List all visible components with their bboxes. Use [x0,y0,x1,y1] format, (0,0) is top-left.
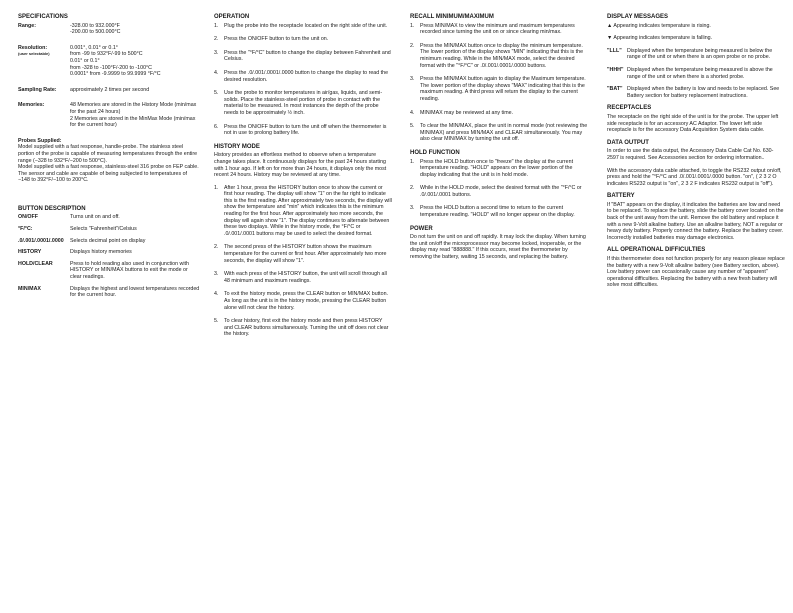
button-key: HISTORY [18,249,42,256]
step-text: Use the probe to monitor temperatures in air/gas, liquids, and semi-solids. Place the stainless-steel portion of probe in contact with the material to be measured. In most instances the depth of the probe needs to be approximately ½ inch. [224,90,383,116]
history-step [214,244,392,264]
power-text: Do not turn the unit on and off rapidly. It may lock the display. When turning the unit on/off the microprocessor may become locked, inoperable, or the display may read "888888." If this occurs, reset the thermometer by removing the battery, waiting 15 seconds, and replacing the battery. [410,234,586,261]
memories-line: 48 Memories are stored in the History Mode (min/max for the past 24 hours) [70,102,197,115]
memories-values [70,102,200,128]
step-text: With each press of the HISTORY button, the unit will scroll through all 48 minimum and maximum readings. [224,271,387,284]
step-number: 3. [214,271,219,278]
step-number: 1. [410,158,415,165]
button-row-onoff [18,214,200,221]
message-text: Displayed when the temperature being measured is below the range of the unit or when there is an open probe or no probe. [627,47,773,61]
power-heading: POWER [410,225,433,232]
recall-heading: RECALL MINIMUM/MAXIMUM [410,14,494,20]
display-messages-heading: DISPLAY MESSAGES [607,14,669,20]
column-recall [410,14,588,267]
range-line: -200.00 to 500.000°C [70,29,121,36]
message-text: Displayed when the battery is low and needs to be replaced. See Battery section for battery replacement instructions. [627,86,780,99]
battery-text: If "BAT" appears on the display, it indicates the batteries are low and need to be replaced. To replace the battery, slide the battery cover located on the back of the unit away from the unit. Remove the old battery and replace it with a new 9-Volt alkaline battery. Use an alkaline battery, NOT a regular or heavy duty battery. Properly connect the battery. Replace the battery cover. Incorrectly installed batteries may damage electronics. [607,201,784,241]
history-step [214,291,392,311]
operation-step [214,70,392,83]
range-values [70,23,200,36]
step-number: 4. [410,109,415,116]
step-number: 1. [214,184,219,191]
display-message-lll [607,48,785,61]
battery-heading: BATTERY [607,193,635,200]
operation-step [214,23,392,30]
step-number: 2. [214,36,219,43]
rising-message: ▲ Appearing indicates temperature is rising. [607,22,711,29]
step-text: To clear history, first exit the history mode and then press HISTORY and CLEAR buttons simultaneously. Turning the unit off does not clear the history. [224,318,389,338]
button-row-history [18,249,200,256]
button-desc: Selects decimal point on display [70,237,146,244]
recall-step [410,23,588,36]
display-message-bat [607,86,785,99]
step-number: 2. [410,185,415,192]
step-number: 3. [410,205,415,212]
history-step [214,185,392,238]
button-row-decimal [18,238,200,245]
message-code: "LLL" [607,47,622,54]
step-number: 3. [410,76,415,83]
difficulties-text: If this thermometer does not function properly for any reason please replace the battery with a new 9-Volt alkaline battery (see Battery section, above). Low battery power can occasionally cause any number of "apparent" operational difficulties. Replacing the battery with a new fresh battery will solve most difficulties. [607,256,785,289]
probes-text-2: Model supplied with a fast response, stainless-steel 316 probe on FEP cable. The sensor and cable are capable of being subjected to temperatures of −148 to 392°F/−100 to 200°C. [18,164,199,184]
step-text: Press the HOLD button once to "freeze" the display at the current temperature reading. "HOLD" appears on the lower portion of the display indicating that the unit is in hold mode. [420,158,574,178]
button-desc: Press to hold reading also used in conjunction with HISTORY or MIN/MAX buttons to exit the mode or clear readings. [70,260,189,281]
step-text: Press the MIN/MAX button once to display the minimum temperature. The lower portion of the display shows "MIN" indicating that this is the minimum reading. While in the MIN/MAX mode, select the desired format with the "°F/°C" or .0/.001/.0001/.0000 buttons. [420,42,584,69]
step-text: Press MIN/MAX to view the minimum and maximum temperatures recorded since turning the unit on or since clearing min/max. [420,22,575,36]
memories-label: Memories: [18,102,45,109]
data-output-heading: DATA OUTPUT [607,139,649,146]
range-line: -328.00 to 932.000°F [70,22,120,29]
step-number: 2. [214,244,219,251]
recall-step [410,123,588,143]
button-desc: Selects "Fahrenheit"/Celsius [70,226,137,233]
hold-step [410,185,588,198]
column-operation [214,14,392,345]
recall-step [410,76,588,102]
probes-text-1: Model supplied with a fast response, handle-probe. The stainless steel portion of the probe is capable of measuring temperatures through the entire range (−328 to 932°F/−200 to 500°C). [18,144,198,164]
step-number: 1. [214,22,219,29]
button-row-minmax [18,286,200,299]
message-code: "HHH" [607,66,624,73]
memories-line: 2 Memories are stored in the MinMax Mode (min/max for the current hour) [70,115,196,129]
display-message-hhh [607,67,785,80]
data-output-text-2: With the accessory data cable attached, to toggle the RS232 output on/off, press and hold the "°F/°C and .0/.001/.0001/.0000 button. "on", ( 2 3 2 O indicates RS232 output is "on", 2 3 2 F indicates RS232 output is "off"). [607,167,782,187]
button-key: .0/.001/.0001/.0000 [18,237,64,244]
button-desc: Turns unit on and off. [70,214,120,221]
operation-step [214,90,392,116]
step-text: Press the ON/OFF button to turn the unit off when the thermometer is not in use to prolong battery life. [224,123,387,137]
falling-message: ▼ Appearing indicates temperature is falling. [607,35,713,42]
specifications-heading: SPECIFICATIONS [18,14,68,20]
button-row-holdclear [18,261,200,281]
operation-step [214,36,392,43]
step-text: To clear the MIN/MAX, place the unit in normal mode (not reviewing the MIN/MAX) and press MIN/MAX and CLEAR simultaneously. You may also clear MIN/MAX by turning the unit off. [420,123,588,143]
hold-step [410,205,588,218]
button-row-fc [18,226,200,233]
memories-row [18,102,200,128]
step-text: Press the ON/OFF button to turn the unit on. [224,36,329,43]
operation-heading: OPERATION [214,14,250,20]
step-number: 3. [214,49,219,56]
sampling-label: Sampling Rate: [18,86,57,93]
resolution-row [18,45,200,78]
receptacles-heading: RECEPTACLES [607,105,652,112]
step-text: Press the .0/.001/.0001/.0000 button to change the display to read the desired resolution. [224,69,389,83]
button-desc: Displays history memories [70,249,132,256]
operation-step [214,50,392,63]
step-text: Press the "°F/°C" button to change the display between Fahrenheit and Celsius. [224,49,391,63]
step-number: 4. [214,69,219,76]
hold-function-heading: HOLD FUNCTION [410,149,460,156]
resolution-line: from -328 to -100°F/-200 to -100°C [70,64,152,71]
difficulties-heading: ALL OPERATIONAL DIFFICULTIES [607,247,706,254]
recall-step [410,43,588,69]
recall-step [410,110,588,117]
history-step [214,318,392,338]
resolution-line: 0.01° or 0.1° [70,57,100,64]
step-number: 5. [410,123,415,130]
resolution-values [70,45,200,78]
range-label: Range: [18,22,36,29]
step-number: 4. [214,291,219,298]
hold-step [410,159,588,179]
message-text: Displayed when the temperature being measured is above the range of the unit or when there is a shorted probe. [627,66,773,80]
step-text: Press the MIN/MAX button again to display the Maximum temperature. The lower portion of the display shows "MAX" indicating that this is the maximum reading. A third press will return the display to the current reading. [420,76,586,102]
history-intro: History provides an effortless method to observe when a temperature change takes place. It continuously displays for the past 24 hours starting with 1 hour ago. If left on for more than 24 hours, it displays only the most recent 24 hours. History may be reviewed at any time. [214,152,387,179]
step-text: To exit the history mode, press the CLEAR button or MIN/MAX button. As long as the unit is in the history mode, pressing the CLEAR button alone will not clear the history. [224,291,388,311]
step-number: 5. [214,90,219,97]
message-code: "BAT" [607,86,623,93]
step-text: While in the HOLD mode, select the desired format with the "°F/°C or .0/.001/.0001 buttons. [420,185,582,198]
operation-step [214,124,392,137]
step-number: 1. [410,22,415,29]
resolution-label-block [18,45,70,78]
button-key: ON/OFF [18,214,39,221]
step-number: 5. [214,318,219,325]
history-mode-heading: HISTORY MODE [214,143,260,150]
button-key: MIN/MAX [18,285,41,292]
probes-heading: Probes Supplied: [18,137,62,144]
resolution-sublabel: (user selectable) [18,51,50,57]
step-text: Plug the probe into the receptacle located on the right side of the unit. [224,22,388,29]
step-text: Press the HOLD button a second time to return to the current temperature reading. "HOLD" will no longer appear on the display. [420,205,575,219]
step-number: 6. [214,123,219,130]
range-row [18,23,200,36]
history-step [214,271,392,284]
button-desc: Displays the highest and lowest temperatures recorded for the current hour. [70,285,200,299]
button-description-heading: BUTTON DESCRIPTION [18,205,86,212]
resolution-label: Resolution: [18,44,48,51]
step-text: After 1 hour, press the HISTORY button once to show the current or first hour reading. The display will show "1" on the far right to indicate this is the first reading. After approximately two seconds, the display will show the temperature and "min" which indicates this is the minimum reading for the first hour. After approximately two more seconds, the display will again show "1". The display continues to alternate between these two displays. While in the history mode, the °F/°C or .0/.001/.0001 buttons may be used to select the desired format. [224,184,392,237]
sampling-row [18,87,200,94]
step-number: 2. [410,42,415,49]
step-text: MIN/MAX may be reviewed at any time. [420,109,514,116]
sampling-value: approximately 2 times per second [70,86,150,93]
data-output-text-1: In order to use the data output, the Accessory Data Cable Cat No. 630-2597 is required. See Accessories section for ordering information.. [607,148,774,161]
button-key: °F/°C: [18,226,33,233]
column-specifications [18,14,200,304]
receptacles-text: The receptacle on the right side of the unit is for the probe. The upper left side receptacle is for an accessory AC Adaptor. The lower left side receptacle is for the accessory Data Acquisition System data cable. [607,113,779,134]
button-key: HOLD/CLEAR [18,260,53,267]
resolution-line: 0.0001° from -9.9999 to 99.9999 °F/°C [70,71,161,78]
step-text: The second press of the HISTORY button shows the maximum temperature for the current or first hour. After approximately two more seconds, the display will show "1". [224,244,387,264]
resolution-line: from -99 to 932°F/-99 to 500°C [70,51,143,58]
column-display-messages [607,14,785,295]
resolution-line: 0.001°, 0.01° or 0.1° [70,44,118,51]
